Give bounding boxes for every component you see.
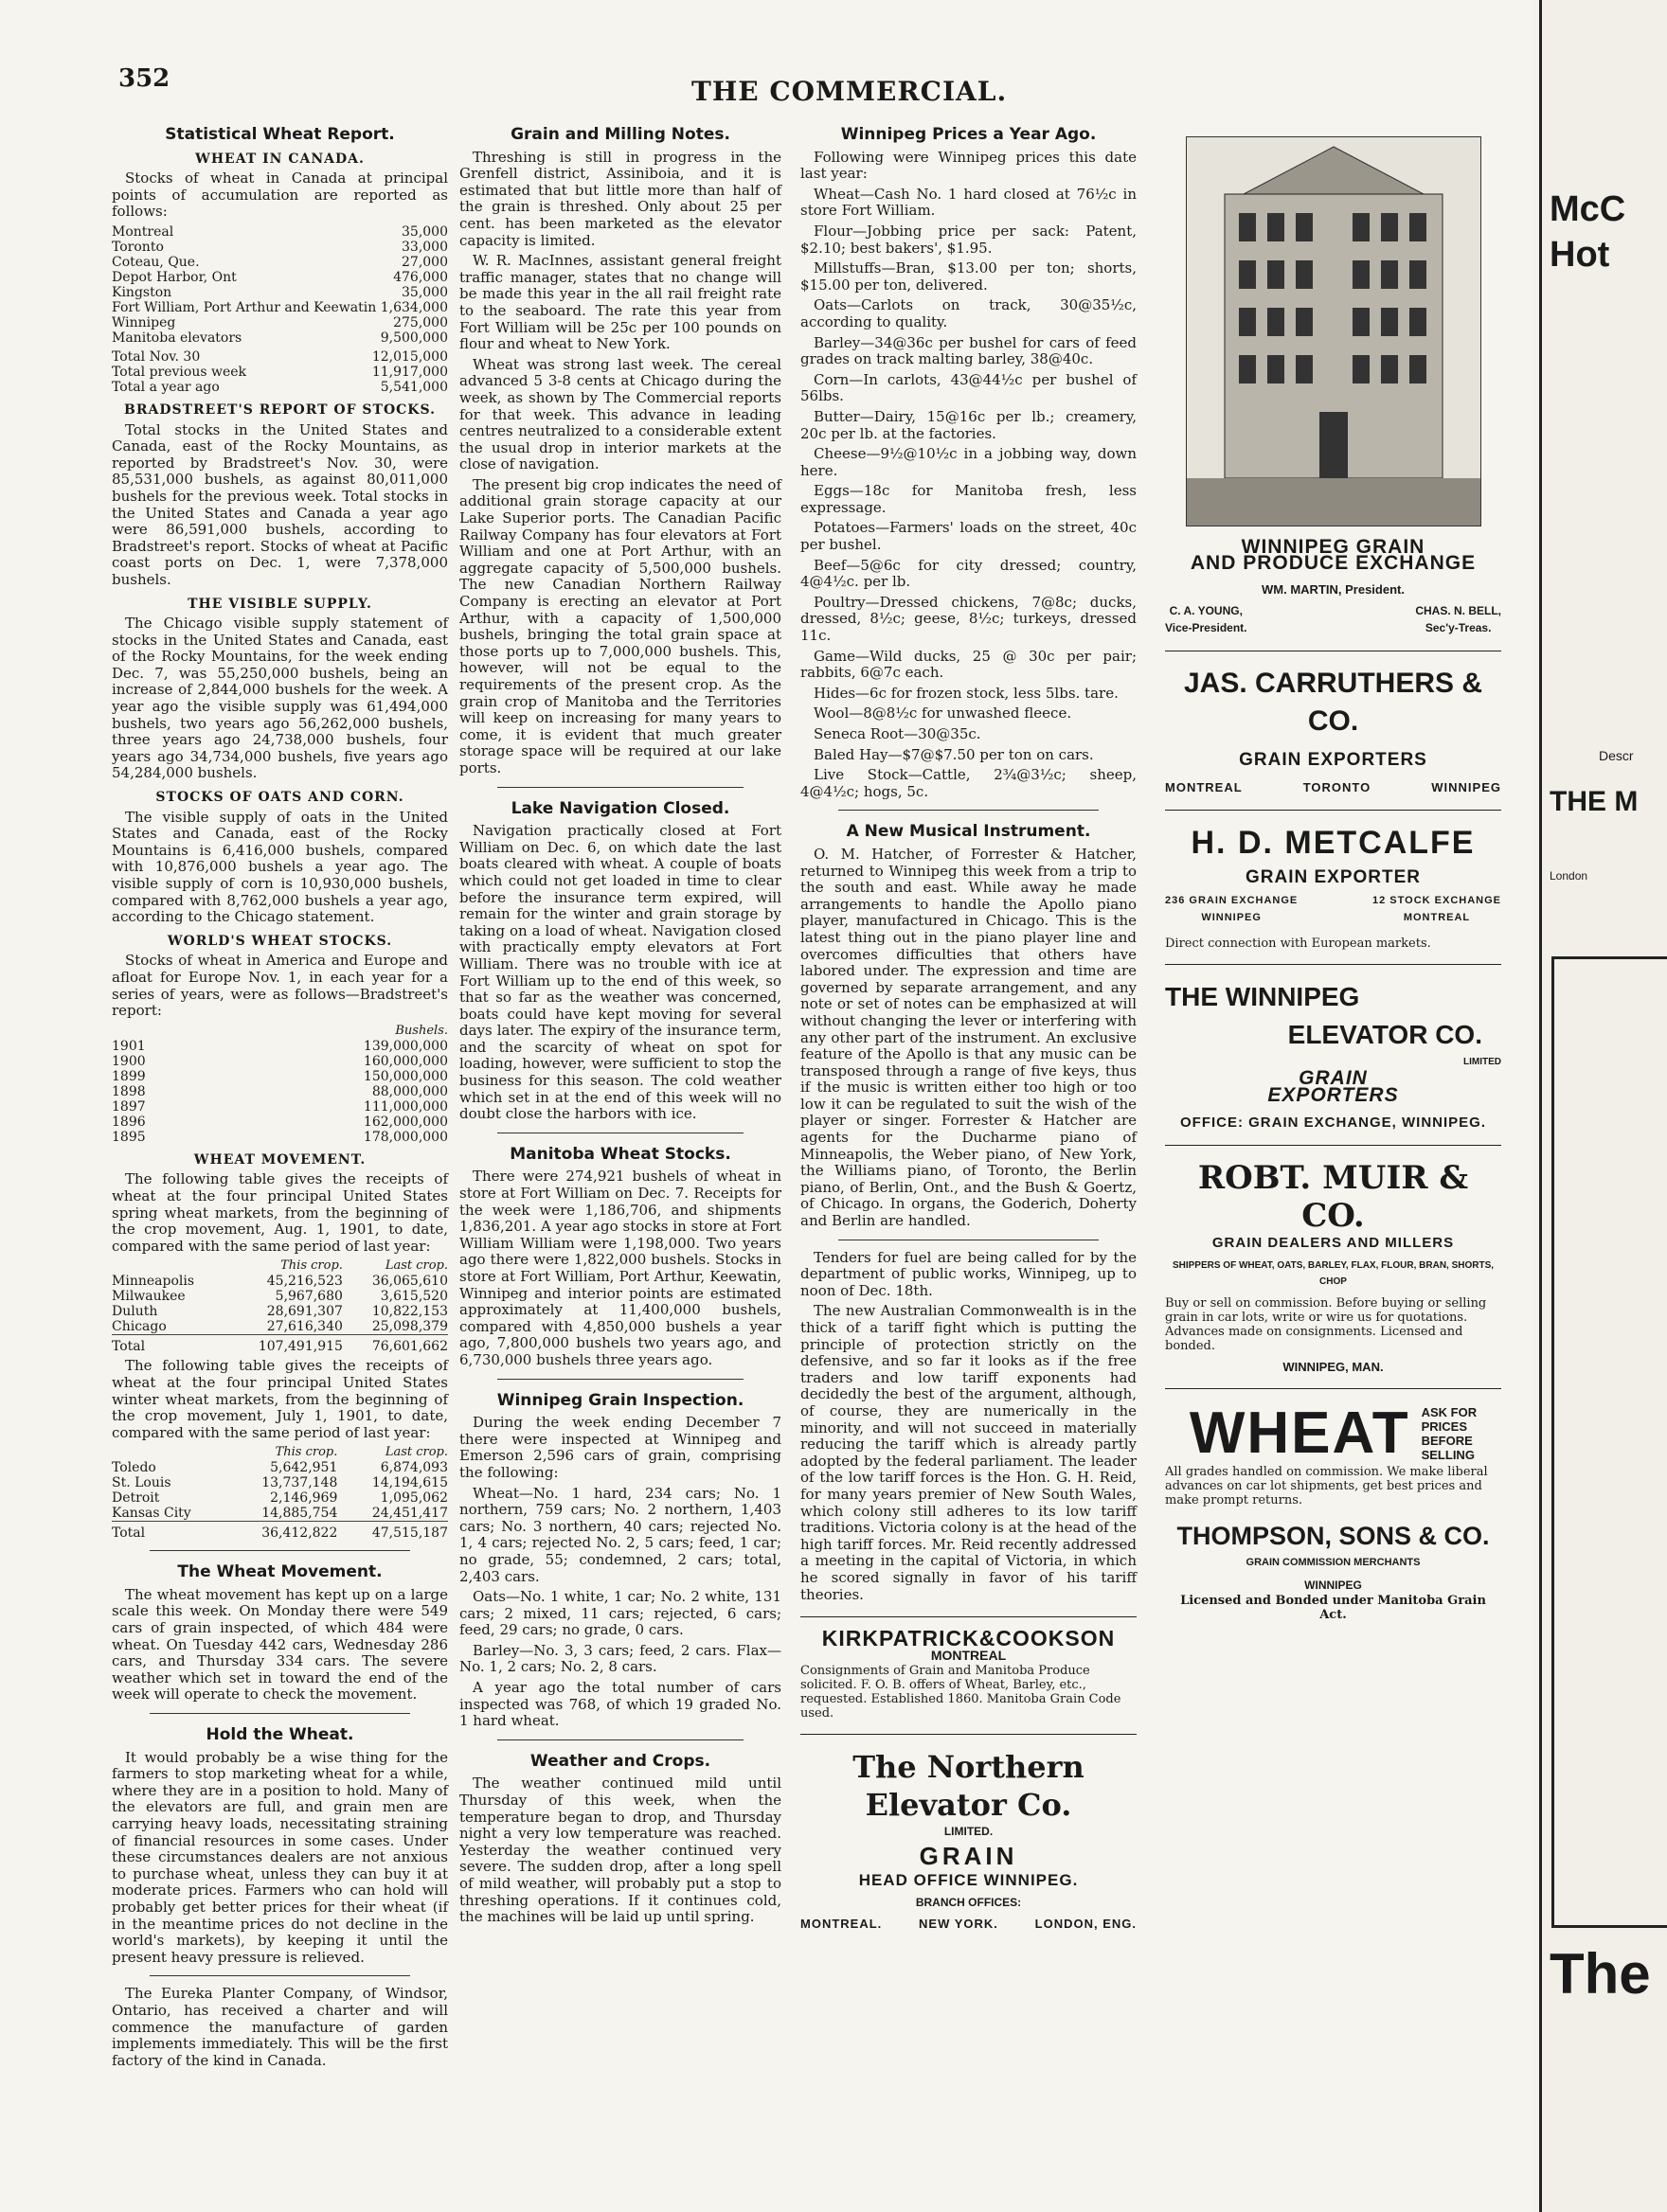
table-row [112,1099,448,1115]
row-label: Toronto [112,239,164,255]
col-this-crop: This crop. [280,1258,343,1274]
table-row [112,224,448,240]
vp-title: Vice-President. [1165,620,1247,634]
metcalfe-addresses [1165,893,1501,926]
spring-markets-table [112,1258,448,1354]
grain-inspection-p4: Barley—No. 3, 3 cars; feed, 2 cars. Flax—No. 1, 2 cars; No. 2, 8 cars. [459,1641,781,1676]
row-label: Kingston [112,284,172,300]
carruthers-ad [1165,665,1501,796]
col-last-crop: Last crop. [385,1445,448,1460]
row-value: 178,000,000 [363,1129,448,1145]
row-value: 36,065,610 [371,1274,448,1290]
address-line: MONTREAL [1403,911,1471,923]
divider [1165,1145,1501,1146]
wheat-ad [1165,1402,1501,1622]
row-label: Milwaukee [112,1289,186,1305]
muir-ad [1165,1159,1501,1375]
price-item: Wool—8@8½c for unwashed fleece. [814,705,1072,722]
table-row [112,240,448,255]
row-value: 27,000 [402,254,448,270]
price-item: Barley—34@36c per bushel for cars of feed grades on track malting barley, 38@40c. [800,333,1137,368]
row-value: 36,412,822 [227,1522,338,1542]
page-number: 352 [118,64,170,93]
kirkpatrick-ad [800,1626,1137,1721]
visible-supply-heading: THE VISIBLE SUPPLY. [188,596,372,612]
winter-intro: The following table gives the receipts of wheat at the four principal United States winter wheat markets, from the beginning of the crop movement, July 1, 1901, to date, compared with the same period of last year: [112,1357,448,1441]
grain-inspection-heading: Winnipeg Grain Inspection. [496,1390,744,1410]
row-value: 88,000,000 [371,1083,448,1099]
manitoba-wheat-heading: Manitoba Wheat Stocks. [510,1144,731,1164]
canada-stocks-table [112,224,448,346]
carruthers-cities [1165,779,1501,796]
winter-markets-table [112,1445,448,1541]
muir-name: ROBT. MUIR & CO. [1197,1158,1469,1235]
row-label: Total [112,1335,226,1355]
lake-navigation-heading: Lake Navigation Closed. [511,798,730,818]
row-value: 160,000,000 [363,1053,448,1069]
bradstreet-heading: BRADSTREET'S REPORT OF STOCKS. [124,401,436,418]
exchange-ad [1165,133,1501,637]
northern-elevator-ad [800,1748,1137,1932]
row-value: 35,000 [402,223,448,240]
price-item: Millstuffs—Bran, $13.00 per ton; shorts, $15.00 per ton, delivered. [800,259,1137,294]
row-value: 5,967,680 [275,1289,343,1305]
row-label: Detroit [112,1490,160,1507]
row-value: 6,874,093 [380,1460,448,1476]
metcalfe-text: Direct connection with European markets. [1165,936,1431,951]
visible-supply-text: The Chicago visible supply statement of stocks in the United States and Canada, east of the Rocky Mountains, for the week ending Dec. 7, was 55,250,000 bushels, being an increase of 2,844,000 bushels for the week. A year ago the visible supply was 61,494,000 bushels, two years ago 56,262,000 bushels, three years ago 24,738,000 bushels, four years ago 34,734,000 bushels, five years ago 54,284,000 bushels. [112,615,448,782]
row-label: St. Louis [112,1475,171,1491]
price-item: Oats—Carlots on track, 30@35½c, according to quality. [800,296,1137,330]
city: NEW YORK. [919,1916,998,1931]
edge-fragment: Hot [1550,235,1610,275]
northern-branch: BRANCH OFFICES: [915,1896,1022,1910]
price-item: Butter—Dairy, 15@16c per lb.; creamery, 20c per lb. at the factories. [800,407,1137,442]
kirkpatrick-city: MONTREAL [930,1647,1007,1663]
row-value: 162,000,000 [363,1114,448,1130]
table-row [112,1115,448,1130]
column-4 [1165,133,1501,1622]
side-line: PRICES [1421,1419,1467,1435]
divider [1165,964,1501,965]
tenders-text: Tenders for fuel are being called for by the department of public works, Winnipeg, up to noon of Dec. 18th. [800,1248,1137,1299]
city: WINNIPEG [1431,780,1501,795]
divider [838,810,1099,811]
price-item: Eggs—18c for Manitoba fresh, less expressage. [800,482,1137,516]
row-value: 13,737,148 [261,1475,338,1491]
row-label: Minneapolis [112,1274,195,1290]
row-label: Duluth [112,1304,158,1320]
price-item: Cheese—9½@10½c in a jobbing way, down here. [800,445,1137,479]
grain-milling-p4: The present big crop indicates the need of additional grain storage capacity at our Lake Superior ports. The Canadian Pacific Railway Company has four elevators at Fort William and one at Port Arthur, with an aggregate capacity of 5,500,000 bushels. The new Canadian Northern Railway Company is erecting an elevator at Port Arthur, with a capacity of 1,500,000 bushels, bringing the total grain space at those ports up to 7,000,000 bushels. This, however, will not be equal to the requirements of the present crop. As the grain crop of Manitoba and the Territories will keep on increasing for many years to come, it is evident that much greater storage space will be required at our lake ports. [459,475,781,776]
column-3 [800,114,1137,1932]
masthead: THE COMMERCIAL. [691,76,1008,107]
table-row [112,1289,448,1304]
row-value: 1,095,062 [380,1490,448,1507]
table-row [112,1130,448,1145]
table-row [112,1304,448,1319]
row-value: 150,000,000 [363,1068,448,1084]
wec-name2: ELEVATOR CO. [1287,1019,1482,1049]
table-row [112,1069,448,1084]
grain-milling-p3: Wheat was strong last week. The cereal advanced 5 3-8 cents at Chicago during the week, as shown by The Commercial reports for that week. This advance in leading centres neutralized to a considerable extent the usual drop in interior markets at the close of navigation. [459,355,781,473]
row-label: 1896 [112,1114,146,1130]
city: MONTREAL [1165,780,1243,795]
winnipeg-elevator-ad [1165,978,1501,1132]
world-stocks-table [112,1024,448,1145]
divider [1165,1388,1501,1389]
row-value: 3,615,520 [380,1289,448,1305]
hold-wheat-text: It would probably be a wise thing for the farmers to stop marketing wheat for a while, where they are in a position to hold. Many of the elevators are full, and grain men are carrying heavy loads, necessitating straining of financial resources in some cases. Under these circumstances dealers are not anxious to purchase wheat, unless they can buy it at moderate prices. Farmers who can hold will probably get better prices for their wheat (if in the meantime prices do not decline in the world's markets), by keeping it until the present heavy pressure is relieved. [112,1748,448,1966]
spring-intro: The following table gives the receipts of wheat at the four principal United States spring wheat markets, from the beginning of the crop movement, Aug. 1, 1901, to date, compared with the same period of last year: [112,1170,448,1255]
kirkpatrick-name: KIRKPATRICK&COOKSON [821,1626,1116,1651]
wec-sub1: GRAIN [1299,1067,1368,1090]
wheat-movement-heading: WHEAT MOVEMENT. [193,1151,367,1168]
eureka-text: The Eureka Planter Company, of Windsor, Ontario, has received a charter and will commence the manufacture of garden implements immediately. This will be the first factory of the kind in Canada. [112,1985,448,2069]
table-row [112,285,448,300]
side-line: SELLING [1421,1448,1475,1463]
row-label: 1897 [112,1098,146,1115]
row-label: Manitoba elevators [112,330,242,346]
weather-crops-text: The weather continued mild until Thursday of this week, when the temperature began to drop, and Thursday night a very low temperature was reached. Yesterday the weather continued very severe. The sudden drop, after a long spell of mild weather, will probably put a stop to threshing operations. If it continues cold, the machines will be laid up until spring. [459,1775,781,1926]
row-value: 9,500,000 [380,330,448,346]
row-value: 28,691,307 [266,1304,343,1320]
row-label: 1899 [112,1068,146,1084]
row-value: 139,000,000 [363,1038,448,1054]
column-1 [112,114,448,2073]
oats-corn-text: The visible supply of oats in the United States and Canada, east of the Rocky Mountains is 6,416,000 bushels, compared with 10,876,000 bushels a year ago. The visible supply of corn is 10,930,000 bushels, compared with 8,762,000 bushels a year ago, according to the Chicago statement. [112,808,448,926]
edge-fragment: McC [1550,189,1626,229]
metcalfe-ad [1165,824,1501,951]
wec-office: OFFICE: GRAIN EXCHANGE, WINNIPEG. [1179,1115,1486,1132]
table-row [112,315,448,330]
table-row [112,300,448,315]
row-value: 5,541,000 [380,379,448,395]
divider [150,1550,410,1551]
manitoba-wheat-text: There were 274,921 bushels of wheat in store at Fort William on Dec. 7. Receipts for the week were 1,186,706, and shipments 1,836,201. A year ago stocks in store at Fort William William were 1,198,000. Two years ago there were 1,822,000 bushels. Stocks in store at Fort William, Port Arthur, Keewatin, Winnipeg and interior points are estimated approximately at 11,400,000 bushels, compared with 4,850,000 bushels a year ago, 7,800,000 bushels two years ago, and 6,730,000 bushels three years ago. [459,1168,781,1368]
grain-inspection-p2: Wheat—No. 1 hard, 234 cars; No. 1 northern, 759 cars; No. 2 northern, 1,403 cars; No. 3 northern, 40 cars; rejected No. 1, 4 cars; rejected No. 2, 5 cars; feed, 1 car; no grade, 55; condemned, 2 cars; total, 2,403 cars. [459,1484,781,1585]
vp-name: C. A. YOUNG, [1169,604,1243,618]
price-item: Poultry—Dressed chickens, 7@8c; ducks, dressed, 8½c; geese, 8½c; turkeys, dressed 11c. [800,593,1137,645]
row-label: Montreal [112,223,174,240]
divider [150,1975,410,1976]
world-stocks-text: Stocks of wheat in America and Europe and afloat for Europe Nov. 1, in each year for a series of years, were as follows—Bradstreet's report: [112,952,448,1020]
col-this-crop: This crop. [275,1445,338,1460]
grain-milling-p1: Threshing is still in progress in the Grenfell district, Assiniboia, and it is estimated that but little more than half of the grain is threshed. Only about 25 per cent. has been marketed as the elevator capacity is limited. [459,148,781,249]
price-item: Live Stock—Cattle, 2¾@3½c; sheep, 4@4½c; hogs, 5c. [800,766,1137,800]
row-label: 1900 [112,1053,146,1069]
side-line: ASK FOR [1421,1405,1478,1420]
prices-list [800,150,1137,801]
address-line: 236 GRAIN EXCHANGE [1165,895,1299,907]
total-row [112,1522,448,1542]
thompson-name: THOMPSON, SONS & CO. [1176,1522,1490,1551]
city: MONTREAL. [800,1916,883,1931]
wec-limited: LIMITED [1463,1056,1501,1067]
grain-milling-heading: Grain and Milling Notes. [511,125,730,144]
sec-title: Sec'y-Treas. [1425,620,1492,634]
carruthers-name: JAS. CARRUTHERS & CO. [1183,667,1483,737]
bradstreet-text: Total stocks in the United States and Canada, east of the Rocky Mountains, as reported by Bradstreet's Nov. 30, were 85,531,000 bushels, as against 80,011,000 bushels for the previous week. Total stocks in the United States and Canada a year ago were 86,591,000 bushels, according to Bradstreet's report. Stocks of wheat at Pacific coast ports on Dec. 1, were 7,378,000 bushels. [112,420,448,588]
northern-grain: GRAIN [919,1841,1018,1870]
row-label: Total previous week [112,364,247,380]
price-item: Wheat—Cash No. 1 hard closed at 76½c in store Fort William. [800,185,1137,220]
row-label: Total Nov. 30 [112,348,201,365]
northern-name: The Northern Elevator Co. [852,1749,1084,1824]
divider [497,787,744,788]
muir-ship: SHIPPERS OF WHEAT, OATS, BARLEY, FLAX, FLOUR, BRAN, SHORTS, CHOP [1172,1259,1495,1288]
wheat-text: All grades handled on commission. We make liberal advances on car lot shipments, get best prices and make prompt returns. [1165,1465,1488,1508]
row-value: 14,885,754 [261,1506,338,1522]
table-row [112,1054,448,1069]
northern-cities [800,1916,1137,1933]
price-item: Flour—Jobbing price per sack: Patent, $2.10; best bakers', $1.95. [800,222,1137,257]
row-label: 1898 [112,1083,146,1099]
exchange-officers [1165,603,1501,636]
muir-sub: GRAIN DEALERS AND MILLERS [1211,1234,1455,1251]
price-item: Following were Winnipeg prices this date last year: [800,148,1137,183]
column-2 [459,114,781,1930]
sec-name: CHAS. N. BELL, [1415,604,1501,618]
city: LONDON, ENG. [1034,1916,1137,1931]
row-value: 47,515,187 [337,1522,448,1542]
total-row [112,1335,448,1355]
col-last-crop: Last crop. [385,1258,448,1274]
divider [497,1379,744,1380]
row-value: 12,015,000 [371,348,448,365]
price-item: Potatoes—Farmers' loads on the street, 40c per bushel. [800,519,1137,554]
wheat-movement-article-text: The wheat movement has kept up on a large scale this week. On Monday there were 549 cars of grain inspected, of which 484 were wheat. On Tuesday 442 cars, Wednesday 286 cars, and Thursday 334 cars. The severe weather which set in toward the end of the week will operate to check the movement. [112,1585,448,1704]
table-row [112,1490,448,1506]
row-label: Chicago [112,1319,167,1335]
row-value: 111,000,000 [363,1098,448,1115]
row-value: 24,451,417 [371,1506,448,1522]
grain-inspection-p3: Oats—No. 1 white, 1 car; No. 2 white, 131 cars; 2 mixed, 11 cars; rejected, 6 cars; feed, 29 cars; no grade, 0 cars. [459,1588,781,1639]
row-label: Winnipeg [112,314,176,330]
row-label: Toledo [112,1460,156,1476]
muir-text: Buy or sell on commission. Before buying or selling grain in car lots, write or wire us for quotations. Advances made on consignments. Licensed and bonded. [1165,1295,1487,1353]
table-row [112,1460,448,1475]
row-label: Coteau, Que. [112,254,200,270]
row-value: 107,491,915 [226,1335,343,1355]
total-row [112,380,448,395]
table-row [112,1274,448,1289]
lake-navigation-text: Navigation practically closed at Fort William on Dec. 6, on which date the last boats cleared with wheat. A couple of boats which could not get loaded in time to clear before the insurance term expired, will remain for the winter and grain storage by taking on a load of wheat. Navigation closed with practically empty elevators at Fort William. There was no trouble with ice at Fort William up to the end of this week, so that so far as the weather was concerned, boats could have kept moving for several days later. The expiry of the insurance term, and the scarcity of wheat on spot for loading, however, were sufficient to stop the business for this season. The cold weather which set in at the end of this week will no doubt close the harbors with ice. [459,822,781,1123]
table-row [112,330,448,346]
weather-crops-heading: Weather and Crops. [529,1751,711,1771]
total-row [112,365,448,380]
address-line: 12 STOCK EXCHANGE [1372,895,1501,907]
grain-inspection-p5: A year ago the total number of cars inspected was 768, of which 19 graded No. 1 hard wheat. [459,1679,781,1730]
price-item: Seneca Root—30@35c. [814,725,981,742]
northern-office: HEAD OFFICE WINNIPEG. [858,1871,1079,1890]
city: TORONTO [1302,780,1371,795]
price-item: Hides—6c for frozen stock, less 5lbs. tare. [814,684,1119,702]
table-row [112,1084,448,1099]
edge-fragment: London [1550,869,1588,883]
address-line: WINNIPEG [1201,911,1262,923]
price-item: Beef—5@6c for city dressed; country, 4@4½c. per lb. [800,556,1137,591]
world-stocks-heading: WORLD'S WHEAT STOCKS. [167,933,393,949]
thompson-text: Licensed and Bonded under Manitoba Grain Act. [1180,1594,1486,1623]
divider [497,1739,744,1740]
exchange-title1: WINNIPEG GRAIN [1241,535,1425,558]
world-col-header: Bushels. [395,1023,448,1038]
exchange-title2: AND PRODUCE EXCHANGE [1190,552,1477,575]
table-row [112,255,448,270]
thompson-city: WINNIPEG [1304,1578,1362,1592]
row-label: Total a year ago [112,379,220,395]
divider [800,1734,1137,1735]
exchange-president: WM. MARTIN, President. [1262,581,1405,597]
edge-fragment: Descr [1599,748,1634,763]
row-value: 35,000 [402,284,448,300]
thompson-sub: GRAIN COMMISSION MERCHANTS [1246,1557,1421,1569]
wheat-canada-heading: WHEAT IN CANADA. [195,151,365,167]
divider [150,1713,410,1714]
price-item: Game—Wild ducks, 25 @ 30c per pair; rabbits, 6@7c each. [800,647,1137,682]
wheat-banner [1165,1402,1501,1465]
table-row [112,1475,448,1490]
row-value: 2,146,969 [270,1490,338,1507]
row-label: Total [112,1522,227,1542]
row-label: 1901 [112,1038,146,1054]
row-value: 45,216,523 [266,1274,343,1290]
side-line: BEFORE [1421,1434,1473,1449]
table-row [112,270,448,285]
row-value: 10,822,153 [371,1304,448,1320]
oats-corn-heading: STOCKS OF OATS AND CORN. [155,790,404,806]
carruthers-sub: GRAIN EXPORTERS [1239,749,1427,770]
exchange-building-illustration [1186,136,1481,526]
row-label: Fort William, Port Arthur and Keewatin [112,299,377,315]
musical-instrument-text: O. M. Hatcher, of Forrester & Hatcher, returned to Winnipeg this week from a trip to the south and east. While away he made arrangements to handle the Apollo piano player, manufactured in Chicago. This is the latest thing out in the piano player line and overcomes difficulties that others have labored under. The expression and time are governed by separate arrangement, and any note or set of notes can be emphasized at will without changing the lever or interfering with any other part of the instrument. An exclusive feature of the Apollo is that any music can be transposed through a range of five keys, thus if the music is written either too high or too low it can be regulated to suit the wish of the player or singer. Forrester & Hatcher are agents for the Ducharme piano of Minneapolis, the Weber piano, of New York, the Williams piano, of Toronto, the Berlin piano, of Berlin, Ont., and the Bush & Goertz, of Chicago. In organs, the Goderich, Doherty and Berlin are handled. [800,845,1137,1230]
divider [800,1616,1137,1617]
adjacent-page-edge [1539,0,1667,2212]
row-value: 275,000 [393,314,448,330]
row-value: 33,000 [402,239,448,255]
divider [1165,810,1501,811]
row-value: 25,098,379 [371,1319,448,1335]
price-item: Baled Hay—$7@$7.50 per ton on cars. [814,745,1094,763]
edge-fragment: The [1550,1942,1651,2006]
wheat-side [1422,1405,1478,1462]
canada-totals-table [112,349,448,395]
australia-text: The new Australian Commonwealth is in the thick of a tariff fight which is putting the principle of protection strictly on the defensive, and so far it looks as if the free traders and low tariff exponents had decidedly the best of the argument, although, of course, they are numerically in the minority, and will not succeed in materially reducing the tariff which is already partly adopted by the federal parliament. The leader of the low tariff forces is the Hon. G. H. Reid, for many years premier of New South Wales, which colony still adheres to its low tariff traditions. Victoria colony is at the head of the high tariff forces. Mr. Reid recently addressed a meeting in the capital of Victoria, in which he scored signally in favor of his tariff theories. [800,1302,1137,1603]
price-item: Corn—In carlots, 43@44½c per bushel of 56lbs. [800,370,1137,405]
wec-sub2: EXPORTERS [1267,1083,1399,1106]
row-label: 1895 [112,1129,146,1145]
wec-name1: THE WINNIPEG [1165,981,1360,1011]
kirkpatrick-text: Consignments of Grain and Manitoba Produce solicited. F. O. B. offers of Wheat, Barley, etc., requested. Established 1860. Manitoba Grain Code used. [800,1664,1121,1721]
total-row [112,349,448,365]
row-value: 11,917,000 [371,364,448,380]
table-row [112,1506,448,1522]
wheat-word: WHEAT [1189,1400,1410,1467]
table-row [112,1039,448,1054]
metcalfe-name: H. D. METCALFE [1191,824,1476,861]
edge-ad-frame [1551,956,1667,1928]
table-row [112,1319,448,1335]
grain-inspection-p1: During the week ending December 7 there were inspected at Winnipeg and Emerson 2,596 cars of grain, comprising the following: [459,1414,781,1481]
row-value: 27,616,340 [266,1319,343,1335]
row-label: Depot Harbor, Ont [112,269,237,285]
wheat-movement-article-heading: The Wheat Movement. [177,1562,383,1582]
grain-milling-p2: W. R. MacInnes, assistant general freight traffic manager, states that no change will be made this year in the all rail freight rate to the seaboard. The rate this year from Fort William will be 25c per 100 pounds on flour and wheat to New York. [459,252,781,353]
row-label: Kansas City [112,1506,191,1522]
canada-intro: Stocks of wheat in Canada at principal points of accumulation are reported as follows: [112,169,448,221]
metcalfe-sub: GRAIN EXPORTER [1245,866,1422,887]
row-value: 5,642,951 [270,1460,338,1476]
musical-instrument-heading: A New Musical Instrument. [846,822,1091,842]
row-value: 14,194,615 [371,1475,448,1491]
prices-year-ago-heading: Winnipeg Prices a Year Ago. [840,125,1097,144]
row-value: 476,000 [393,269,448,285]
northern-limited: LIMITED. [943,1825,994,1839]
row-value: 1,634,000 [380,299,448,315]
muir-city: WINNIPEG, MAN. [1282,1359,1384,1374]
edge-fragment: THE M [1550,786,1639,817]
hold-wheat-heading: Hold the Wheat. [206,1725,354,1745]
row-value: 76,601,662 [343,1335,448,1355]
statistical-report-heading: Statistical Wheat Report. [165,125,395,144]
